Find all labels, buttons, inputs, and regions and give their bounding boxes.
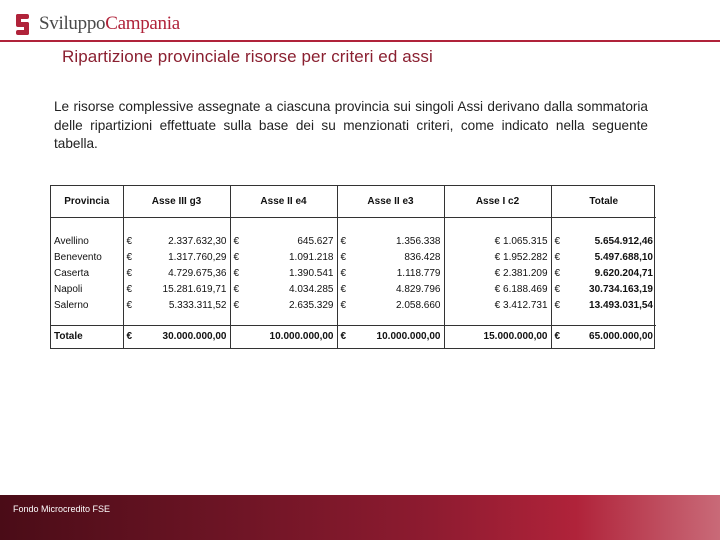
currency-symbol: € xyxy=(554,331,561,343)
footer-band xyxy=(0,495,720,540)
currency-symbol: € xyxy=(340,235,347,247)
currency-symbol: € xyxy=(554,299,561,311)
cell-asse-ii-e3: 1.118.779 xyxy=(396,267,441,279)
logo-word-sviluppo: Sviluppo xyxy=(39,13,106,34)
cell-asse-i-c2: € 3.412.731 xyxy=(494,299,548,311)
cell-asse-ii-e3: 2.058.660 xyxy=(396,299,441,311)
cell-asse-ii-e4: 1.390.541 xyxy=(289,267,334,279)
cell-asse-i-c2: € 1.952.282 xyxy=(494,251,548,263)
currency-symbol: € xyxy=(233,251,240,263)
currency-symbol: € xyxy=(340,283,347,295)
cell-totale: 30.734.163,19 xyxy=(589,283,653,295)
currency-symbol: € xyxy=(126,267,133,279)
sviluppo-campania-logo xyxy=(14,9,180,39)
currency-symbol: € xyxy=(233,267,240,279)
currency-symbol: € xyxy=(340,299,347,311)
header-asse-ii-e3: Asse II e3 xyxy=(337,186,444,217)
logo-text xyxy=(39,13,180,35)
table-total-row xyxy=(51,325,656,348)
cell-asse-iii-g3: 15.281.619,71 xyxy=(162,283,227,295)
header-asse-ii-e4: Asse II e4 xyxy=(230,186,337,217)
header-asse-iii-g3: Asse III g3 xyxy=(123,186,230,217)
logo-mark-icon xyxy=(14,11,36,37)
currency-symbol: € xyxy=(233,299,240,311)
cell-asse-iii-g3: 2.337.632,30 xyxy=(168,235,227,247)
cell-asse-ii-e4: 645.627 xyxy=(297,235,334,247)
logo-word-campania: Campania xyxy=(105,13,180,34)
header-totale: Totale xyxy=(551,186,656,217)
currency-symbol: € xyxy=(340,267,347,279)
cell-asse-iii-g3: 1.317.760,29 xyxy=(168,251,227,263)
slide-title: Ripartizione provinciale risorse per criteri ed assi xyxy=(62,47,433,66)
table-row xyxy=(51,265,656,281)
header-asse-i-c2: Asse I c2 xyxy=(444,186,551,217)
cell-asse-ii-e3: 4.829.796 xyxy=(396,283,441,295)
currency-symbol: € xyxy=(554,235,561,247)
total-asse-iii-g3: 30.000.000,00 xyxy=(162,331,227,343)
cell-asse-iii-g3: 4.729.675,36 xyxy=(168,267,227,279)
cell-provincia: Benevento xyxy=(54,251,102,263)
footer-label: Fondo Microcredito FSE xyxy=(13,504,111,514)
cell-provincia: Caserta xyxy=(54,267,90,279)
cell-asse-ii-e3: 836.428 xyxy=(404,251,441,263)
table-row xyxy=(51,233,656,249)
cell-provincia: Salerno xyxy=(54,299,89,311)
cell-provincia: Napoli xyxy=(54,283,83,295)
cell-totale: 13.493.031,54 xyxy=(589,299,653,311)
currency-symbol: € xyxy=(554,283,561,295)
allocation-table-grid xyxy=(51,186,656,348)
table-row xyxy=(51,297,656,313)
cell-asse-ii-e4: 1.091.218 xyxy=(289,251,334,263)
cell-totale: 5.497.688,10 xyxy=(594,251,653,263)
currency-symbol: € xyxy=(554,251,561,263)
cell-provincia: Avellino xyxy=(54,235,89,247)
cell-totale: 9.620.204,71 xyxy=(594,267,653,279)
table-header-row xyxy=(51,186,656,217)
header-divider xyxy=(0,40,720,42)
currency-symbol: € xyxy=(126,235,133,247)
currency-symbol: € xyxy=(126,331,133,343)
currency-symbol: € xyxy=(233,283,240,295)
cell-asse-ii-e4: 4.034.285 xyxy=(289,283,334,295)
currency-symbol: € xyxy=(233,235,240,247)
cell-asse-i-c2: € 2.381.209 xyxy=(494,267,548,279)
total-label: Totale xyxy=(51,325,123,348)
intro-paragraph: Le risorse complessive assegnate a ciascuna provincia sui singoli Assi derivano dalla sommatoria delle ripartizioni effettuate sulla base dei su menzionati criteri, come indicato nella seguente tabella. xyxy=(54,99,648,151)
allocation-table xyxy=(50,185,655,349)
currency-symbol: € xyxy=(126,283,133,295)
header-provincia: Provincia xyxy=(51,186,123,217)
currency-symbol: € xyxy=(554,267,561,279)
table-row xyxy=(51,249,656,265)
total-asse-ii-e4: 10.000.000,00 xyxy=(269,331,334,343)
cell-asse-iii-g3: 5.333.311,52 xyxy=(168,299,227,311)
currency-symbol: € xyxy=(126,251,133,263)
currency-symbol: € xyxy=(340,331,347,343)
cell-asse-ii-e3: 1.356.338 xyxy=(396,235,441,247)
currency-symbol: € xyxy=(340,251,347,263)
currency-symbol: € xyxy=(126,299,133,311)
cell-asse-i-c2: € 1.065.315 xyxy=(494,235,548,247)
total-totale: 65.000.000,00 xyxy=(589,331,653,343)
total-asse-i-c2: 15.000.000,00 xyxy=(483,331,548,343)
cell-totale: 5.654.912,46 xyxy=(594,235,653,247)
cell-asse-ii-e4: 2.635.329 xyxy=(289,299,334,311)
table-row xyxy=(51,281,656,297)
cell-asse-i-c2: € 6.188.469 xyxy=(494,283,548,295)
total-asse-ii-e3: 10.000.000,00 xyxy=(376,331,441,343)
